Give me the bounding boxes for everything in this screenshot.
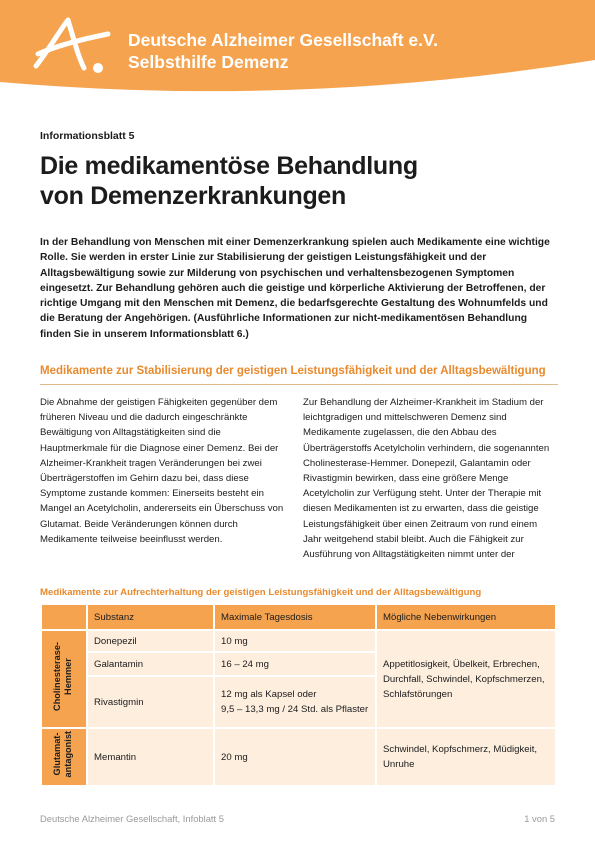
- cell-side-effects-memantin: Schwindel, Kopfschmerz, Müdigkeit, Unruhe: [376, 728, 556, 786]
- section-heading: Medikamente zur Stabilisierung der geistigen Leistungsfähigkeit und der Alltagsbewältigung: [40, 365, 546, 377]
- footer-source: Deutsche Alzheimer Gesellschaft, Infoblatt 5: [40, 813, 224, 824]
- org-name-line1: Deutsche Alzheimer Gesellschaft e.V.: [128, 30, 438, 50]
- header-max-dose: Maximale Tagesdosis: [214, 604, 376, 630]
- cell-substance-donepezil: Donepezil: [87, 630, 214, 652]
- table-header-row: [41, 604, 556, 630]
- cell-substance-galantamin: Galantamin: [87, 652, 214, 676]
- section-divider: [40, 384, 558, 385]
- body-column-left: Die Abnahme der geistigen Fähigkeiten gegenüber dem früheren Niveau und die dadurch eingeschränkte Bewältigung von Alltagstätigkeiten sind die Hauptmerkmale für die Diagnose einer Demenz. Bei der Alzheimer-Krankheit tragen Veränderungen bei zwei Überträgerstoffen im Gehirn dazu bei, dass diese Symptome zustande kommen: Einerseits besteht ein Mangel an Acetylcholin, andererseits ein Überschuss von Glutamat. Beide Veränderungen können durch Medikamente teilweise beeinflusst werden.: [40, 397, 284, 545]
- dose-rivastigmin-line2: 9,5 – 13,3 mg / 24 Std. als Pflaster: [221, 704, 369, 715]
- org-name-line2: Selbsthilfe Demenz: [128, 52, 289, 72]
- medication-table: [40, 603, 557, 787]
- cell-side-effects-group1: Appetitlosigkeit, Übelkeit, Erbrechen, Durchfall, Schwindel, Kopfschmerzen, Schlafstörungen: [376, 630, 556, 728]
- page-number: 1 von 5: [524, 813, 555, 824]
- cell-dose-galantamin: 16 – 24 mg: [214, 652, 376, 676]
- group-label-cholinesterase: Cholinesterase- Hemmer: [52, 642, 73, 711]
- dose-rivastigmin-line1: 12 mg als Kapsel oder: [221, 689, 317, 700]
- cell-substance-rivastigmin: Rivastigmin: [87, 676, 214, 728]
- title-line2: von Demenzerkrankungen: [40, 182, 346, 210]
- cell-substance-memantin: Memantin: [87, 728, 214, 786]
- table-caption: Medikamente zur Aufrechterhaltung der geistigen Leistungsfähigkeit und der Alltagsbewältigung: [40, 587, 482, 598]
- document-label: Informationsblatt 5: [40, 130, 135, 142]
- cell-dose-donepezil: 10 mg: [214, 630, 376, 652]
- page-title: [40, 151, 418, 211]
- header-side-effects: Mögliche Nebenwirkungen: [376, 604, 556, 630]
- title-line1: Die medikamentöse Behandlung: [40, 152, 418, 180]
- header-empty-cell: [41, 604, 87, 630]
- org-name: [128, 29, 438, 73]
- body-column-right: Zur Behandlung der Alzheimer-Krankheit im Stadium der leichtgradigen und mittelschweren Demenz sind Medikamente zugelassen, die den Abbau des Überträgerstoffs Acetylcholin verhindern, die sogenannten Cholinesterase-Hemmer. Donepezil, Galantamin oder Rivastigmin bewirken, dass eine größere Menge Acetylcholin zur Verfügung steht. Unter der Therapie mit diesen Medikamenten ist zu erwarten, dass die geistige Leistungsfähigkeit über einen Zeitraum von rund einem Jahr weitgehend stabil bleibt. Auch die Fähigkeit zur Ausführung von Alltagstätigkeiten nimmt unter der: [303, 397, 550, 561]
- table-row-donepezil: [41, 630, 556, 652]
- group-cholinesterase-hemmer: [41, 630, 87, 728]
- header-substance: Substanz: [87, 604, 214, 630]
- alzheimer-a-logo-icon: [30, 14, 112, 80]
- intro-paragraph: In der Behandlung von Menschen mit einer Demenzerkrankung spielen auch Medikamente eine wichtige Rolle. Sie werden in erster Linie zur Stabilisierung der geistigen Leistungsfähigkeit und der Alltagsbewältigung sowie zur Milderung von psychischen und verhaltensbezogenen Symptomen eingesetzt. Zur Behandlung gehören auch die geistige und körperliche Aktivierung der Betroffenen, der richtige Umgang mit den Menschen mit Demenz, die bedarfsgerechte Gestaltung des Wohnumfelds und die Beratung der Angehörigen. (Ausführliche Informationen zur nicht-medikamentösen Behandlung finden Sie in unserem Informationsblatt 6.): [40, 237, 550, 340]
- cell-dose-memantin: 20 mg: [214, 728, 376, 786]
- group-glutamat-antagonist: [41, 728, 87, 786]
- cell-dose-rivastigmin: [214, 676, 376, 728]
- table-row-memantin: [41, 728, 556, 786]
- group-label-glutamat: Glutamat- antagonist: [52, 731, 73, 778]
